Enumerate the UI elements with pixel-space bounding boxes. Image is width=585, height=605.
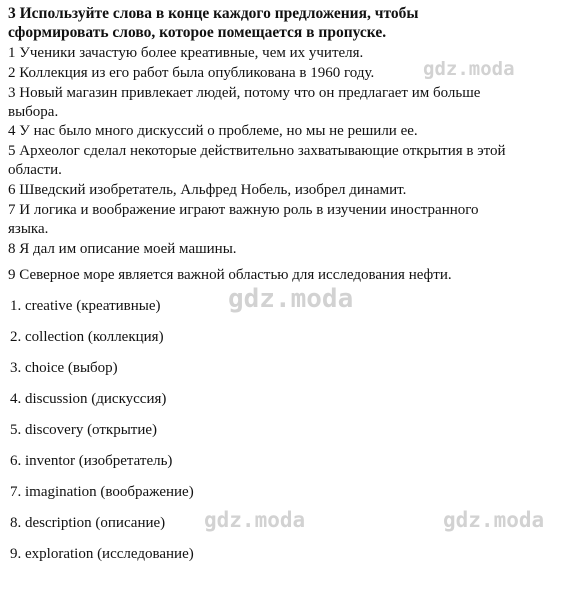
sentence-2: 2 Коллекция из его работ была опубликована в 1960 году. bbox=[8, 65, 375, 81]
answer-9: 9. exploration (исследование) bbox=[10, 546, 194, 562]
answer-2: 2. collection (коллекция) bbox=[10, 329, 164, 345]
answer-6: 6. inventor (изобретатель) bbox=[10, 453, 173, 469]
watermark-bottom-left: gdz.moda bbox=[204, 508, 306, 532]
watermark-top: gdz.moda bbox=[423, 58, 515, 80]
answer-4: 4. discussion (дискуссия) bbox=[10, 391, 167, 407]
sentence-5: 5 Археолог сделал некоторые действительно захватывающие открытия в этой bbox=[8, 143, 506, 159]
answer-8: 8. description (описание) bbox=[10, 515, 166, 531]
answer-7: 7. imagination (воображение) bbox=[10, 484, 194, 500]
watermark-middle: gdz.moda bbox=[228, 284, 354, 314]
sentence-3: 3 Новый магазин привлекает людей, потому что он предлагает им больше bbox=[8, 85, 481, 101]
answer-1: 1. creative (креативные) bbox=[10, 298, 161, 314]
watermark-bottom-right: gdz.moda bbox=[443, 508, 545, 532]
answer-5: 5. discovery (открытие) bbox=[10, 422, 158, 438]
sentence-6: 6 Шведский изобретатель, Альфред Нобель, изобрел динамит. bbox=[8, 182, 407, 198]
sentence-1: 1 Ученики зачастую более креативные, чем их учителя. bbox=[8, 45, 364, 61]
sentence-7-continuation: языка. bbox=[8, 221, 49, 237]
sentence-7: 7 И логика и воображение играют важную роль в изучении иностранного bbox=[8, 202, 479, 218]
task-title-line-2: сформировать слово, которое помещается в пропуске. bbox=[8, 24, 387, 41]
sentence-3-continuation: выбора. bbox=[8, 104, 59, 120]
sentence-5-continuation: области. bbox=[8, 162, 62, 178]
sentence-8: 8 Я дал им описание моей машины. bbox=[8, 241, 237, 257]
task-title-line-1: 3 Используйте слова в конце каждого предложения, чтобы bbox=[8, 5, 419, 22]
answer-3: 3. choice (выбор) bbox=[10, 360, 118, 376]
sentence-9: 9 Северное море является важной областью для исследования нефти. bbox=[8, 267, 452, 283]
sentence-4: 4 У нас было много дискуссий о проблеме, но мы не решили ее. bbox=[8, 123, 418, 139]
